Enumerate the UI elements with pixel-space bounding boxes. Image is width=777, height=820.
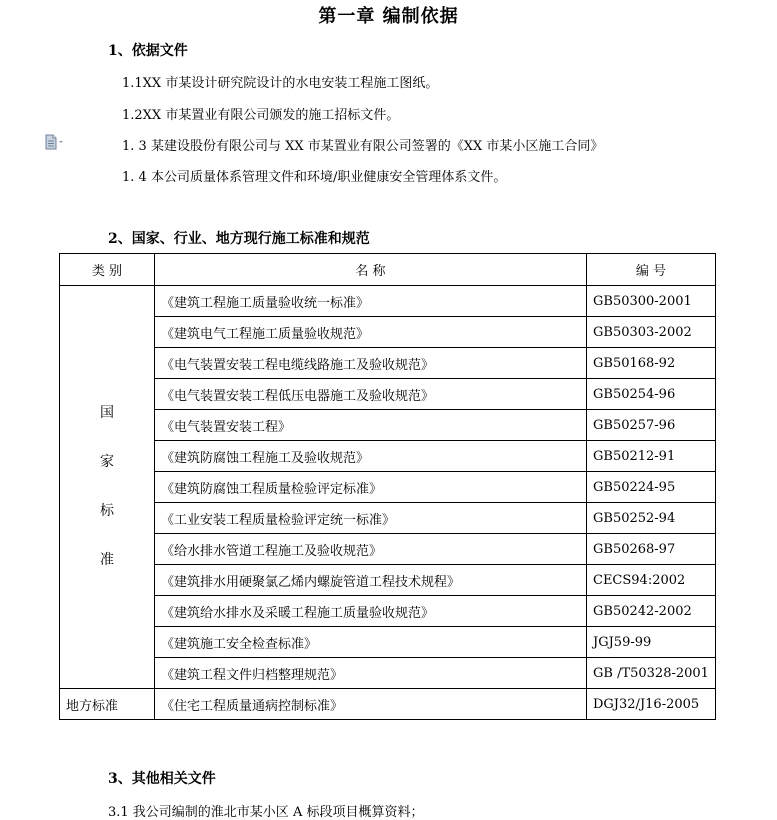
standard-code: GB50242-2002 [587, 596, 716, 627]
standard-code: GB50257-96 [587, 410, 716, 441]
standard-name: 《电气装置安装工程》 [155, 410, 587, 441]
category-char: 准 [100, 552, 114, 568]
table-row [60, 410, 716, 441]
chapter-title: 第一章 编制依据 [318, 6, 459, 27]
category-char: 家 [100, 454, 114, 470]
standard-code: GB50303-2002 [587, 317, 716, 348]
table-row [60, 689, 716, 720]
section-1-item: 1.1XX 市某设计研究院设计的水电安装工程施工图纸。 [122, 76, 439, 91]
standard-code: CECS94:2002 [587, 565, 716, 596]
table-row [60, 286, 716, 317]
standard-name: 《建筑电气工程施工质量验收规范》 [155, 317, 587, 348]
standard-name: 《建筑工程文件归档整理规范》 [155, 658, 587, 689]
standards-table [59, 253, 716, 720]
section-1-item: 1. 4 本公司质量体系管理文件和环境/职业健康安全管理体系文件。 [122, 170, 507, 185]
standard-code: GB /T50328-2001 [587, 658, 716, 689]
standard-code: GB50268-97 [587, 534, 716, 565]
table-row [60, 348, 716, 379]
standard-name: 《建筑排水用硬聚氯乙烯内螺旋管道工程技术规程》 [155, 565, 587, 596]
standard-name: 《建筑防腐蚀工程质量检验评定标准》 [155, 472, 587, 503]
standard-name: 《电气装置安装工程低压电器施工及验收规范》 [155, 379, 587, 410]
standard-name: 《建筑工程施工质量验收统一标准》 [155, 286, 587, 317]
table-row [60, 658, 716, 689]
table-row [60, 472, 716, 503]
table-row [60, 379, 716, 410]
table-row [60, 627, 716, 658]
table-row [60, 441, 716, 472]
header-code: 编 号 [587, 254, 716, 286]
standard-code: JGJ59-99 [587, 627, 716, 658]
section-2-heading: 2、国家、行业、地方现行施工标准和规范 [108, 231, 370, 247]
standard-code: GB50212-91 [587, 441, 716, 472]
section-1-heading: 1、依据文件 [108, 43, 188, 59]
standard-name: 《建筑施工安全检查标准》 [155, 627, 587, 658]
standard-name: 《住宅工程质量通病控制标准》 [155, 689, 587, 720]
table-header-row [60, 254, 716, 286]
document-icon[interactable] [44, 134, 64, 150]
table-row [60, 317, 716, 348]
section-1-item: 1.2XX 市某置业有限公司颁发的施工招标文件。 [122, 108, 400, 123]
section-3-heading: 3、其他相关文件 [108, 771, 216, 787]
header-name: 名 称 [155, 254, 587, 286]
table-row [60, 596, 716, 627]
standard-name: 《电气装置安装工程电缆线路施工及验收规范》 [155, 348, 587, 379]
local-standard-category: 地方标准 [60, 689, 155, 720]
section-3-item: 3.1 我公司编制的淮北市某小区 A 标段项目概算资料； [108, 805, 424, 820]
standard-code: GB50300-2001 [587, 286, 716, 317]
standard-code: DGJ32/J16-2005 [587, 689, 716, 720]
category-char: 标 [100, 503, 114, 519]
section-1-item: 1. 3 某建设股份有限公司与 XX 市某置业有限公司签署的《XX 市某小区施工合同》 [122, 139, 604, 154]
standard-name: 《给水排水管道工程施工及验收规范》 [155, 534, 587, 565]
standard-name: 《建筑防腐蚀工程施工及验收规范》 [155, 441, 587, 472]
standard-name: 《工业安装工程质量检验评定统一标准》 [155, 503, 587, 534]
standard-name: 《建筑给水排水及采暖工程施工质量验收规范》 [155, 596, 587, 627]
national-standard-category [60, 286, 155, 689]
standard-code: GB50252-94 [587, 503, 716, 534]
table-row [60, 503, 716, 534]
table-row [60, 565, 716, 596]
standard-code: GB50224-95 [587, 472, 716, 503]
standard-code: GB50168-92 [587, 348, 716, 379]
standard-code: GB50254-96 [587, 379, 716, 410]
category-char: 国 [100, 405, 114, 421]
header-category: 类 别 [60, 254, 155, 286]
table-row [60, 534, 716, 565]
